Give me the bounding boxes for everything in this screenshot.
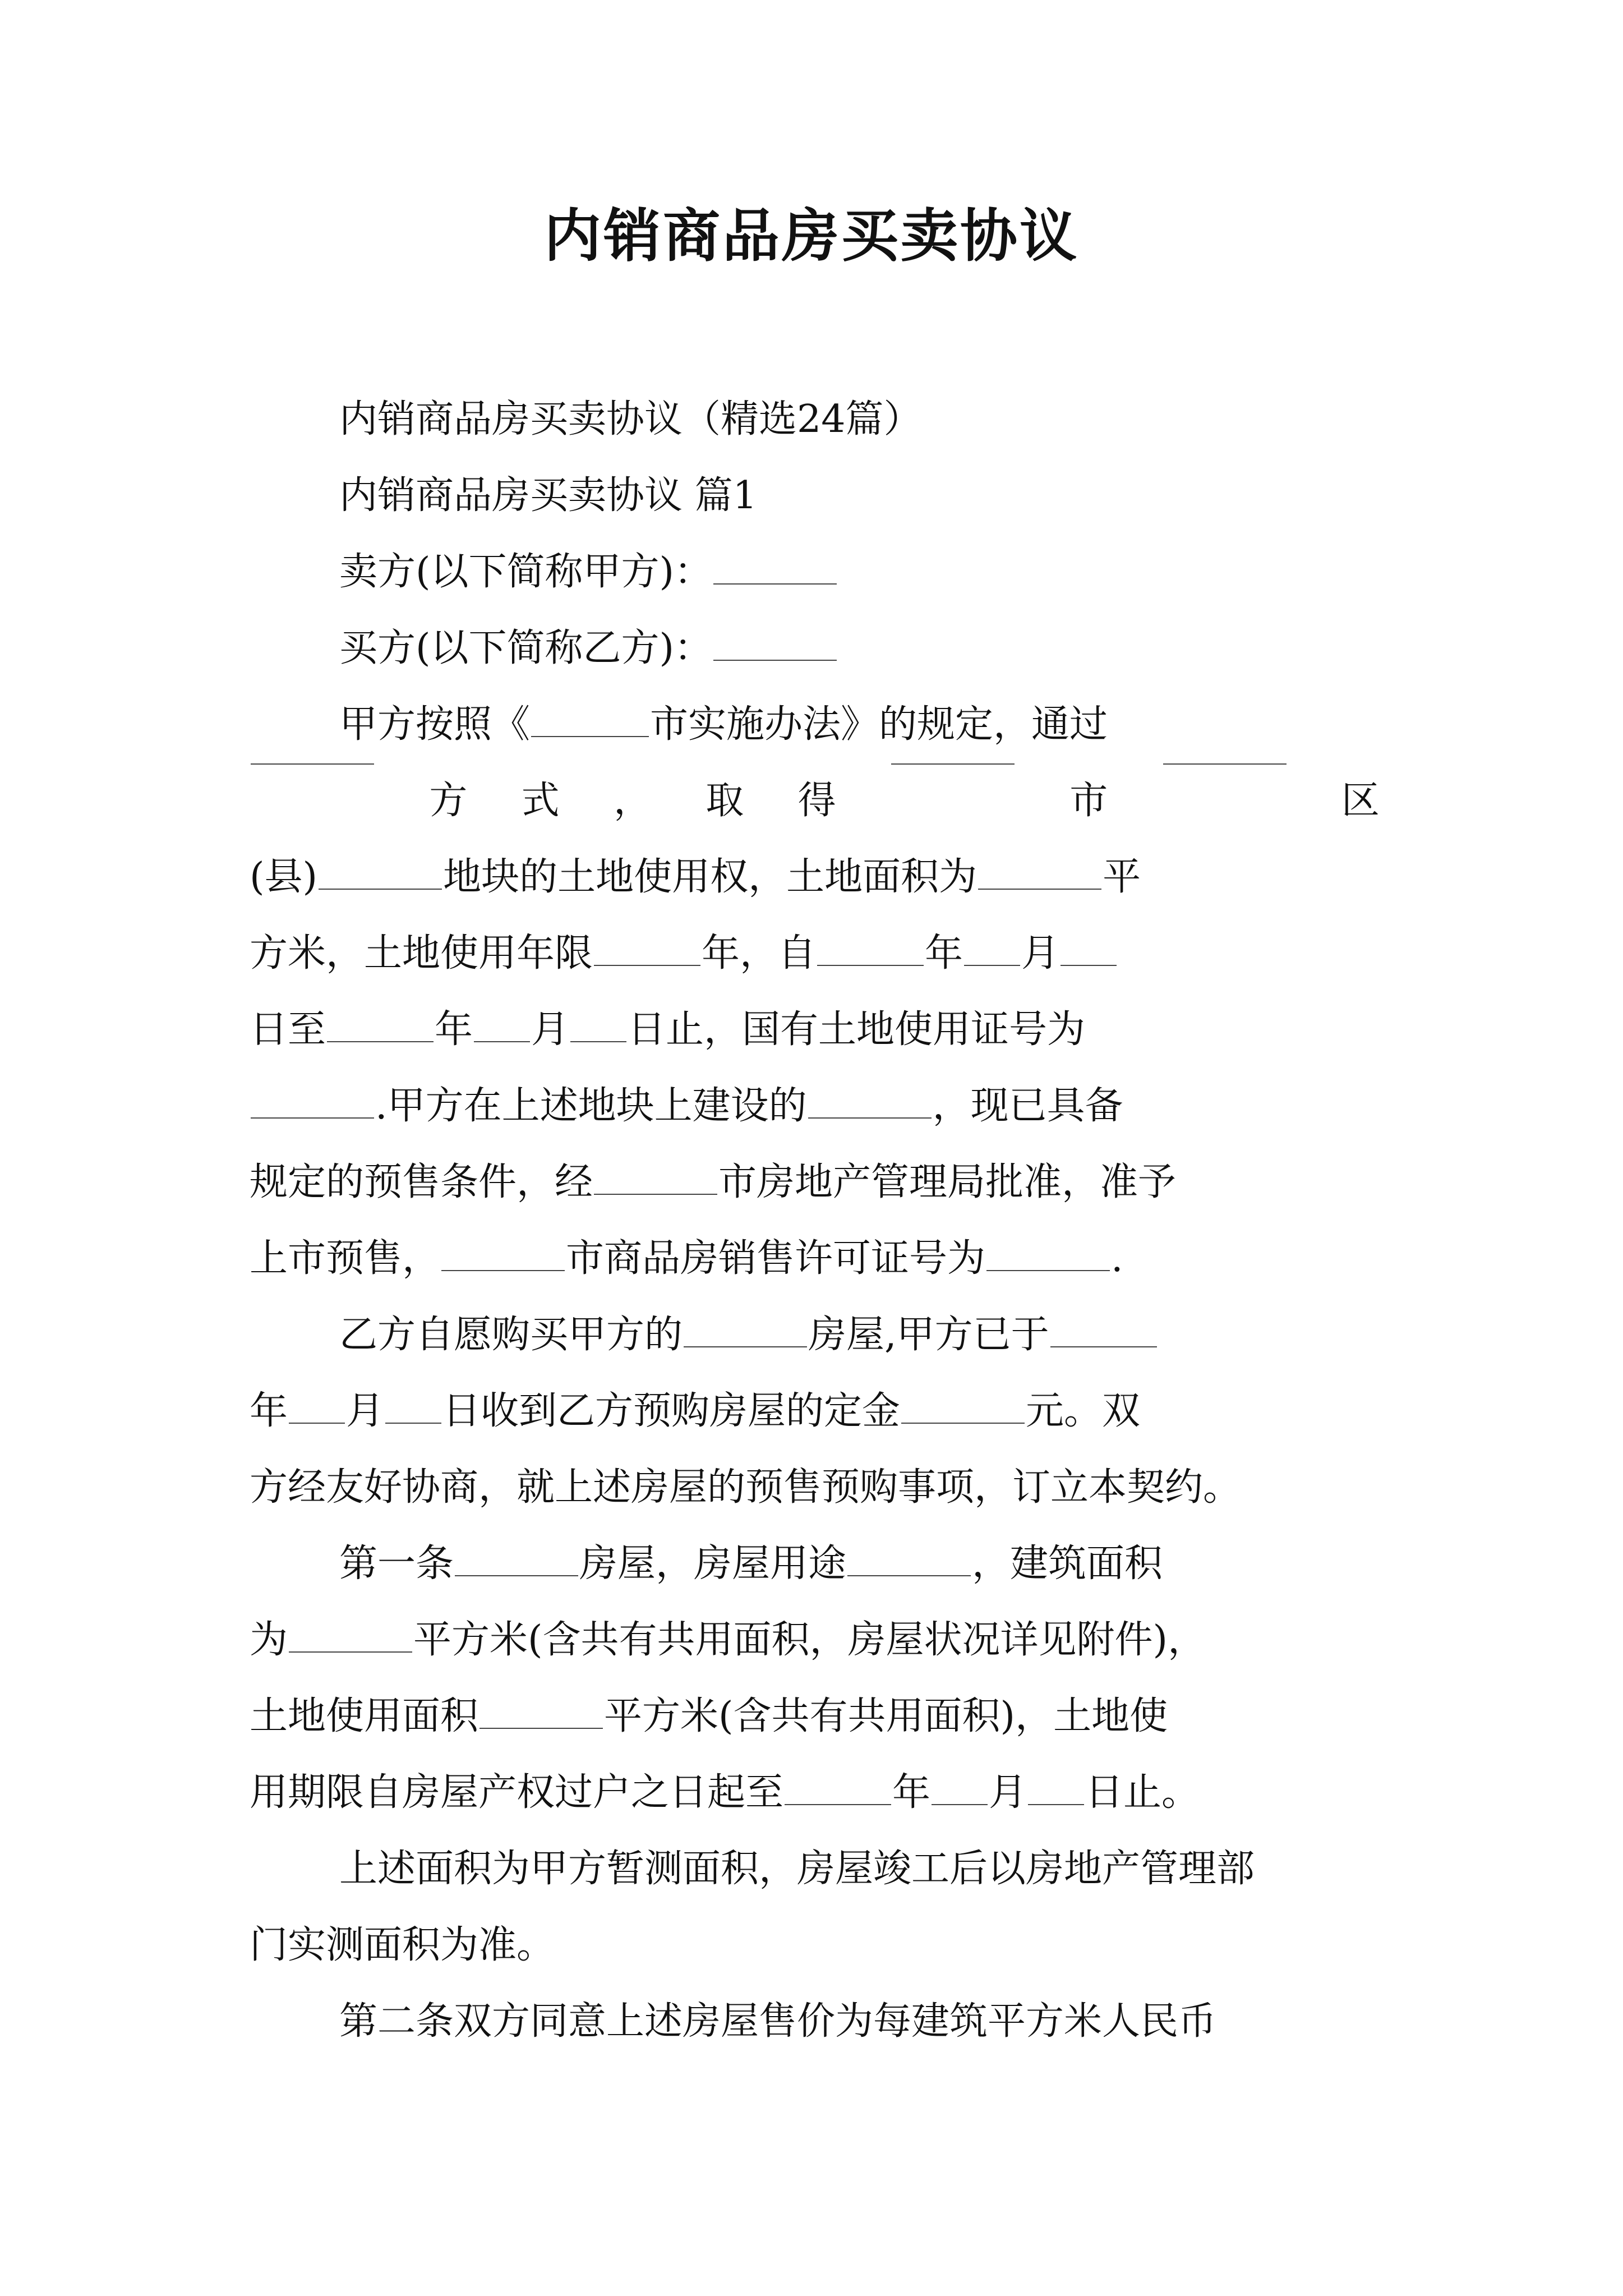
text-run: 月 xyxy=(346,1389,385,1433)
blank xyxy=(570,1041,626,1042)
text-run: 日收到乙方预购房屋的定金 xyxy=(442,1389,901,1433)
text-run: (县) xyxy=(250,855,318,899)
paragraph-1-line-4 xyxy=(250,915,1380,992)
text-run: 乙方自愿购买甲方的 xyxy=(339,1313,683,1357)
text-run: 规定的预售条件，经 xyxy=(250,1160,593,1204)
text-run: .甲方在上述地块上建设的 xyxy=(375,1084,807,1128)
blank xyxy=(289,1651,412,1653)
paragraph-3-line-4 xyxy=(250,1755,1380,1831)
paragraph-2-line-1 xyxy=(250,1297,1380,1373)
paragraph-1-line-2 xyxy=(250,763,1380,839)
blank xyxy=(385,1422,441,1424)
text-run: 年 xyxy=(435,1007,473,1052)
text-run: 区 xyxy=(1341,779,1380,823)
text-run: 用期限自房屋产权过户之日起至 xyxy=(250,1770,784,1815)
text-run: 式 xyxy=(521,779,560,823)
text-run: 市 xyxy=(1069,779,1108,823)
blank xyxy=(441,1269,565,1271)
paragraph-1-line-7 xyxy=(250,1144,1380,1221)
blank xyxy=(479,1727,603,1729)
blank xyxy=(251,763,374,765)
text-run: 年，自 xyxy=(702,931,817,976)
text-run: 得 xyxy=(797,779,836,823)
paragraph-3-line-2 xyxy=(250,1602,1380,1678)
blank xyxy=(978,888,1101,890)
text-run: 为 xyxy=(250,1618,288,1662)
blank xyxy=(594,964,700,966)
blank xyxy=(474,1041,530,1042)
paragraph-2-line-2 xyxy=(250,1373,1380,1450)
blank xyxy=(932,1803,988,1805)
text-run: 平 xyxy=(1103,855,1141,899)
blank xyxy=(1163,763,1287,765)
text-run: . xyxy=(1111,1236,1123,1281)
paragraph-4-line-2: 门实测面积为准。 xyxy=(250,1923,555,1967)
blank xyxy=(964,964,1020,966)
blank xyxy=(251,1117,374,1119)
seller-line xyxy=(250,534,1380,610)
text-run: 月 xyxy=(1021,931,1060,976)
paragraph-3-line-3 xyxy=(250,1678,1380,1755)
blank xyxy=(455,1575,578,1576)
blank xyxy=(594,1193,717,1195)
text-run: 上市预售， xyxy=(250,1236,441,1281)
text-run: 市实施办法》的规定，通过 xyxy=(650,702,1108,747)
paragraph-3-line-1 xyxy=(250,1526,1380,1602)
blank xyxy=(1061,964,1117,966)
blank xyxy=(891,763,1015,765)
buyer-blank xyxy=(713,659,837,661)
text-run: ，建筑面积 xyxy=(972,1542,1163,1586)
blank xyxy=(531,735,649,737)
paragraph-4-line-1: 上述面积为甲方暂测面积，房屋竣工后以房地产管理部 xyxy=(339,1847,1255,1891)
text-run: 市商品房销售许可证号为 xyxy=(566,1236,986,1281)
text-run: 年 xyxy=(250,1389,288,1433)
text-run: 取 xyxy=(706,779,744,823)
paragraph-1-line-8 xyxy=(250,1221,1380,1297)
paragraph-1-line-5 xyxy=(250,992,1380,1068)
text-run: 日止。 xyxy=(1085,1770,1200,1815)
text-run: ，现已具备 xyxy=(932,1084,1123,1128)
buyer-line xyxy=(250,610,1380,687)
text-run: 元。双 xyxy=(1026,1389,1141,1433)
seller-blank xyxy=(713,583,837,585)
document-title: 内销商品房买卖协议 xyxy=(544,203,1079,270)
paragraph-5-line-1: 第二条双方同意上述房屋售价为每建筑平方米人民币 xyxy=(339,1999,1217,2044)
blank xyxy=(847,1575,971,1576)
text-run: 房屋，房屋用途 xyxy=(579,1542,847,1586)
text-run: 方 xyxy=(429,779,468,823)
text-run: 日止，国有土地使用证号为 xyxy=(628,1007,1086,1052)
text-run: 日至 xyxy=(250,1007,326,1052)
section-heading: 内销商品房买卖协议 篇1 xyxy=(339,473,757,518)
blank xyxy=(808,1117,932,1119)
text-run: 土地使用面积 xyxy=(250,1694,479,1738)
text-run: ， xyxy=(613,779,652,823)
blank xyxy=(319,888,442,890)
text-run: 平方米(含共有共用面积)，土地使 xyxy=(604,1694,1168,1738)
seller-label: 卖方(以下简称甲方)： xyxy=(339,550,713,594)
blank xyxy=(901,1422,1025,1424)
blank xyxy=(986,1269,1110,1271)
blank xyxy=(327,1041,434,1042)
text-run: 平方米(含共有共用面积，房屋状况详见附件)， xyxy=(413,1618,1206,1662)
blank xyxy=(817,964,924,966)
document-subtitle: 内销商品房买卖协议（精选24篇） xyxy=(339,397,922,441)
document-body xyxy=(250,381,1380,2060)
text-run: 房屋,甲方已于 xyxy=(808,1313,1049,1357)
text-run: 年 xyxy=(892,1770,931,1815)
blank xyxy=(1028,1803,1084,1805)
text-run: 第一条 xyxy=(339,1542,454,1586)
text-run: 甲方按照《 xyxy=(339,702,531,747)
text-run: 月 xyxy=(531,1007,570,1052)
blank xyxy=(785,1803,891,1805)
text-run: 市房地产管理局批准，准予 xyxy=(718,1160,1177,1204)
text-run: 年 xyxy=(925,931,963,976)
paragraph-2-line-3: 方经友好协商，就上述房屋的预售预购事项，订立本契约。 xyxy=(250,1465,1242,1510)
paragraph-1-line-6 xyxy=(250,1068,1380,1144)
blank xyxy=(1050,1346,1157,1347)
blank xyxy=(289,1422,345,1424)
text-run: 方米，土地使用年限 xyxy=(250,931,593,976)
text-run: 月 xyxy=(989,1770,1027,1815)
buyer-label: 买方(以下简称乙方)： xyxy=(339,626,713,670)
text-run: 地块的土地使用权，土地面积为 xyxy=(443,855,978,899)
paragraph-1-line-3 xyxy=(250,839,1380,915)
paragraph-1-line-1 xyxy=(250,687,1380,763)
blank xyxy=(684,1346,807,1347)
